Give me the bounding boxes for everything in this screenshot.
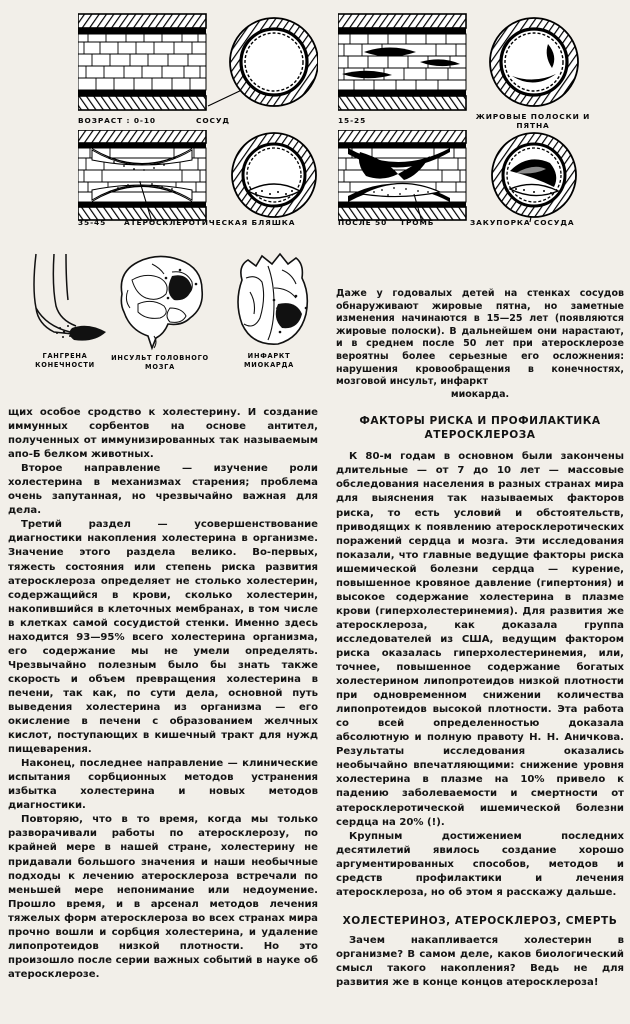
heading-line-2: АТЕРОСКЛЕРОЗА: [424, 429, 536, 442]
paragraph: Наконец, последнее направление — клинические испытания сорбционных методов устранения избытка холестерина и новых методов диагностики.: [8, 758, 318, 812]
right-text-column: [336, 288, 624, 990]
heart-infarction-illustration: [222, 248, 316, 369]
stage-age-label: ПОСЛЕ 50: [338, 218, 388, 227]
paragraph: Крупным достижением последних десятилетий явилось создание хорошо аргументированных способов, методов и средств профилактики и лечения атеросклероза, но об этом я расскажу дальше.: [336, 830, 624, 898]
stroke-caption-line2: МОЗГА: [145, 363, 175, 371]
infarction-caption-line2: МИОКАРДА: [244, 361, 294, 369]
stage-callout-label-occlusion: ЗАКУПОРКА СОСУДА: [470, 218, 575, 227]
brain-stroke-illustration: [108, 250, 212, 371]
vessel-thrombus-illustration: [338, 130, 588, 230]
stroke-caption-line1: ИНСУЛЬТ ГОЛОВНОГО: [111, 354, 209, 362]
stage-panel-0-10: [78, 12, 318, 137]
atherosclerosis-progression-diagram: [0, 0, 630, 240]
infarction-caption: [214, 352, 324, 370]
paragraph: Повторяю, что в то время, когда мы только разворачивали работы по атеросклерозу, по крайней мере в нашей стране, холестерину не придавали большого значения и наши необычные подходы к лечению атеросклероза встречали по меньшей мере непонимание или недоумение. Прошло время, и в арсенал методов лечения тяжелых форм атеросклероза во всех странах мира прочно вошли и сорбция холестерина, и удаление липопротеидов низкой плотности. Но это произошло после серии важных событий в науке об атеросклерозе.: [8, 814, 318, 980]
stage-age-label: 35-45: [78, 218, 107, 227]
stage-panel-35-45: [78, 130, 318, 235]
gangrene-caption-line2: КОНЕЧНОСТИ: [35, 361, 95, 369]
stage-callout-label: АТЕРОСКЛЕРОТИЧЕСКАЯ БЛЯШКА: [124, 218, 296, 227]
figure-caption-text: Даже у годовалых детей на стенках сосудов обнаруживают жировые пятна, но заметные изменения начинаются в 15—25 лет (появляются жировые полоски). В дальнейшем они нарастают, и в среднем после 50 лет при атеросклерозе вероятны более серьезные его осложнения: нарушения кровообращения в конечностях, мозговой инсульт, инфаркт: [336, 288, 624, 388]
stage-callout-label: СОСУД: [196, 116, 230, 125]
stage-age-label: ВОЗРАСТ : 0-10: [78, 116, 156, 125]
paragraph: К 80-м годам в основном были закончены длительные — от 7 до 10 лет — массовые обследования населения в разных странах мира для выяснения так называемых факторов риска, то есть условий и обстоятельств, приводящих к появлению атеросклеротических поражений сердца и мозга. Эти исследования показали, что главные ведущие факторы риска ишемической болезни сердца — курение, повышенное кровяное давление (гипертония) и высокое содержание холестерина в плазме крови (гиперхолестеринемия). Для развития же атеросклероза, как доказала группа исследователей из США, ведущим фактором риска оказалась гиперхолестеринемия, или, точнее, повышенное содержание богатых холестерином липопротеидов низкой плотности при одновременном снижении количества липопротеидов высокой плотности. Эта работа со всей определенностью доказала абсолютную и полную правоту Н. Н. Аничкова. Результаты исследования оказались необычайно впечатляющими: снижение уровня холестерина в плазме на 10% привело к падению заболеваемости и смертности от атеросклеротической ишемической болезни сердца на 20% (!).: [336, 451, 624, 828]
stage-age-label: 15-25: [338, 116, 367, 125]
paragraph: Зачем накапливается холестерин в организме? В самом деле, каков биологический смысл такого накопления? Ведь не для развития же в конце концов атеросклероза!: [336, 934, 624, 988]
heading-line-1: ФАКТОРЫ РИСКА И ПРОФИЛАКТИКА: [359, 415, 601, 428]
paragraph: Второе направление — изучение роли холестерина в механизмах старения; проблема очень запутанная, но чрезвычайно важная для дела.: [8, 463, 318, 517]
stage-callout-line2: ПЯТНА: [516, 121, 550, 130]
section-heading-risk-factors: [336, 414, 624, 442]
gangrene-foot-illustration: [14, 248, 110, 369]
stage-callout-line1: ЖИРОВЫЕ ПОЛОСКИ И: [475, 112, 591, 121]
gangrene-caption-line1: ГАНГРЕНА: [42, 352, 88, 360]
section-heading-cholesterinosis: ХОЛЕСТЕРИНОЗ, АТЕРОСКЛЕРОЗ, СМЕРТЬ: [342, 914, 618, 927]
left-text-column: [8, 406, 318, 982]
stroke-caption: [98, 354, 222, 372]
stage-callout-label-thrombus: ТРОМБ: [400, 218, 435, 227]
figure-caption-last-line: миокарда.: [450, 388, 510, 400]
stage-panel-after-50: [338, 130, 588, 235]
vessel-normal-illustration: [78, 12, 318, 132]
stage-callout-label: [458, 112, 608, 130]
paragraph: Третий раздел — усовершенствование диагностики накопления холестерина в организме. Значение этого раздела велико. Во-первых, тяжесть состояния или степень риска развития атеросклероза определяет не столько холестерин, содержащийся в крови, сколько холестерин, накопившийся в клеточных мембранах, в том числе в клетках самой сосудистой стенки. Именно здесь находится 93—95% всего холестерина организма, его содержание мы не умели определять. Чрезвычайно полезным было бы знать также скорость и объем превращения холестерина в печени, так как, по сути дела, основной путь выведения холестерина из организма — его окисление в печени с образованием желчных кислот, поступающих в кишечный тракт для нужд пищеварения.: [8, 519, 318, 756]
vessel-plaque-illustration: [78, 130, 318, 230]
infarction-caption-line1: ИНФАРКТ: [247, 352, 291, 360]
paragraph: щих особое сродство к холестерину. И создание иммунных сорбентов на основе антител, полученных от иммунизированных так называемым апо-Б белком животных.: [8, 407, 318, 461]
complications-illustrations: [0, 248, 330, 400]
stage-panel-15-25: [338, 12, 591, 137]
figure-caption: [336, 288, 624, 401]
